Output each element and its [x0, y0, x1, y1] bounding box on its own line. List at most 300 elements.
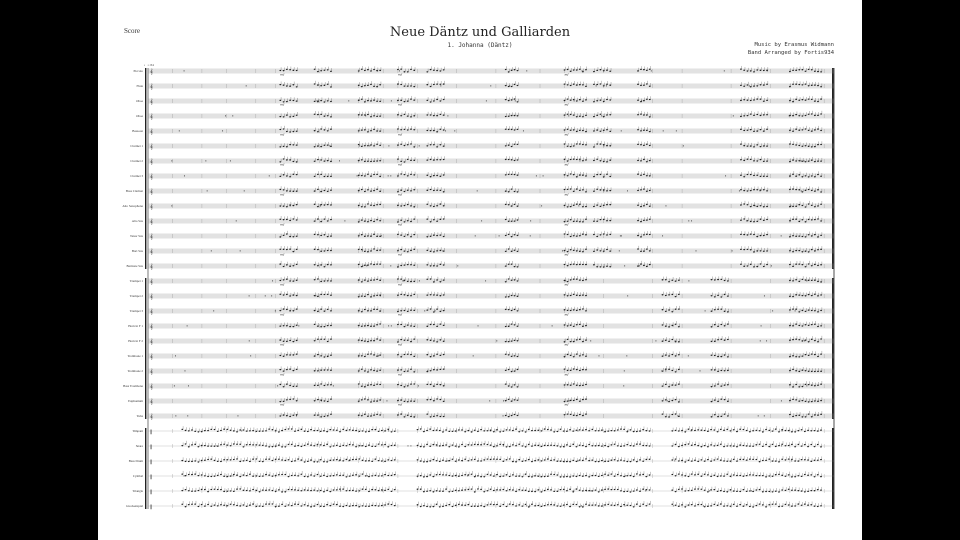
note-head: [714, 414, 716, 415]
note-head: [373, 205, 375, 206]
rest-mark: [333, 386, 334, 387]
note-head: [505, 235, 507, 236]
note-head: [508, 100, 510, 101]
note-head: [397, 324, 399, 325]
note-head: [756, 221, 758, 222]
note-head: [443, 236, 445, 237]
note-head: [514, 355, 516, 356]
note-head: [805, 401, 807, 402]
note-head: [397, 400, 399, 401]
note-head: [643, 145, 645, 146]
instrument-label: Alto Sax: [131, 219, 143, 223]
note-head: [646, 99, 648, 100]
note-head: [675, 413, 677, 414]
note-head: [820, 338, 822, 339]
note-head: [567, 384, 569, 385]
note-head: [433, 369, 435, 370]
note-head: [753, 266, 755, 267]
note-head: [358, 235, 360, 236]
note-head: [361, 219, 363, 220]
note-head: [413, 281, 415, 282]
note-head: [675, 430, 677, 431]
note-head: [564, 294, 566, 295]
note-head: [671, 414, 673, 415]
note-head: [326, 444, 328, 445]
note-head: [791, 431, 793, 432]
note-head: [755, 430, 757, 431]
note-head: [511, 371, 513, 372]
note-head: [820, 310, 822, 311]
note-head: [630, 429, 632, 430]
rest-mark: [404, 281, 405, 282]
note-head: [576, 131, 578, 132]
clef-icon: 𝄞: [150, 84, 153, 90]
note-head: [320, 264, 322, 265]
rest-mark: [289, 266, 290, 267]
note-head: [436, 384, 438, 385]
rest-mark: [419, 281, 420, 282]
rest-mark: [222, 131, 223, 132]
note-head: [717, 401, 719, 402]
note-head: [358, 144, 360, 145]
note-head: [373, 115, 375, 116]
note-head: [763, 101, 765, 102]
note-head: [795, 370, 797, 371]
note-head: [464, 431, 466, 432]
rest-mark: [665, 371, 666, 372]
note-head: [373, 248, 375, 249]
note-head: [283, 174, 285, 175]
note-head: [714, 399, 716, 400]
note-head: [573, 129, 575, 130]
note-head: [439, 311, 441, 312]
note-head: [817, 401, 819, 402]
dynamic-mark: mf: [280, 372, 285, 377]
note-head: [283, 325, 285, 326]
note-head: [436, 70, 438, 71]
clef-icon: 𝄞: [150, 114, 153, 120]
note-head: [289, 310, 291, 311]
note-head: [407, 85, 409, 86]
note-head: [609, 160, 611, 161]
note-head: [646, 191, 648, 192]
note-head: [717, 383, 719, 384]
note-head: [808, 130, 810, 131]
note-head: [317, 71, 319, 72]
note-head: [727, 356, 729, 357]
note-head: [239, 429, 241, 430]
note-head: [327, 191, 329, 192]
note-head: [288, 428, 290, 429]
note-head: [810, 430, 812, 431]
note-head: [370, 401, 372, 402]
rest-mark: [800, 161, 801, 162]
note-head: [330, 176, 332, 177]
note-head: [514, 234, 516, 235]
note-head: [286, 325, 288, 326]
note-head: [609, 85, 611, 86]
note-head: [805, 251, 807, 252]
note-head: [314, 249, 316, 250]
note-head: [739, 429, 741, 430]
note-head: [336, 445, 338, 446]
note-head: [430, 205, 432, 206]
note-head: [296, 414, 298, 415]
movement-subtitle: 1. Johanna (Däntz): [447, 42, 513, 49]
staff-row: [128, 321, 834, 330]
note-head: [593, 116, 595, 117]
note-head: [505, 370, 507, 371]
note-head: [700, 430, 702, 431]
note-head: [283, 294, 285, 295]
note-head: [433, 115, 435, 116]
note-head: [320, 309, 322, 310]
note-head: [646, 70, 648, 71]
note-head: [223, 429, 225, 430]
note-head: [327, 264, 329, 265]
note-head: [410, 160, 412, 161]
note-head: [320, 114, 322, 115]
note-head: [789, 340, 791, 341]
instrument-label: Trombone 2: [127, 369, 143, 373]
note-head: [820, 281, 822, 282]
note-head: [430, 144, 432, 145]
note-head: [289, 280, 291, 281]
rest-mark: [606, 86, 607, 87]
note-head: [286, 114, 288, 115]
note-head: [570, 264, 572, 265]
note-head: [413, 129, 415, 130]
note-head: [370, 384, 372, 385]
note-head: [286, 341, 288, 342]
rest-mark: [447, 116, 448, 117]
note-head: [233, 443, 235, 444]
note-head: [400, 69, 402, 70]
note-head: [567, 84, 569, 85]
rest-mark: [725, 176, 726, 177]
note-head: [265, 445, 267, 446]
rest-mark: [621, 236, 622, 237]
note-head: [320, 339, 322, 340]
note-head: [576, 310, 578, 311]
note-head: [358, 296, 360, 297]
rest-mark: [509, 86, 510, 87]
note-head: [573, 69, 575, 70]
note-head: [370, 326, 372, 327]
note-head: [410, 174, 412, 175]
note-head: [397, 144, 399, 145]
note-head: [668, 281, 670, 282]
note-head: [511, 174, 513, 175]
note-head: [640, 85, 642, 86]
note-head: [665, 311, 667, 312]
note-head: [743, 86, 745, 87]
note-head: [397, 354, 399, 355]
note-head: [289, 399, 291, 400]
note-head: [361, 340, 363, 341]
note-head: [324, 385, 326, 386]
note-head: [740, 116, 742, 117]
note-head: [413, 115, 415, 116]
rest-mark: [473, 356, 474, 357]
note-head: [573, 221, 575, 222]
note-head: [320, 444, 322, 445]
note-head: [404, 386, 406, 387]
staff-row: [130, 171, 834, 180]
note-head: [567, 69, 569, 70]
rest-mark: [490, 431, 491, 432]
note-head: [649, 234, 651, 235]
note-head: [633, 431, 635, 432]
note-head: [766, 190, 768, 191]
note-head: [517, 235, 519, 236]
note-head: [570, 295, 572, 296]
note-head: [443, 354, 445, 355]
note-head: [727, 280, 729, 281]
rest-mark: [596, 86, 597, 87]
note-head: [525, 431, 527, 432]
note-head: [296, 204, 298, 205]
instrument-label: Bari Sax: [131, 249, 143, 253]
note-head: [361, 355, 363, 356]
note-head: [252, 444, 254, 445]
note-head: [753, 175, 755, 176]
note-head: [426, 279, 428, 280]
dynamic-mark: mf: [397, 282, 402, 287]
note-head: [576, 369, 578, 370]
note-head: [362, 445, 364, 446]
note-head: [720, 296, 722, 297]
note-head: [801, 146, 803, 147]
note-head: [596, 84, 598, 85]
note-head: [320, 146, 322, 147]
note-head: [400, 115, 402, 116]
note-head: [643, 130, 645, 131]
note-head: [283, 85, 285, 86]
note-head: [576, 143, 578, 144]
note-head: [292, 218, 294, 219]
note-head: [330, 370, 332, 371]
rest-mark: [315, 296, 316, 297]
note-head: [772, 431, 774, 432]
note-head: [805, 416, 807, 417]
note-head: [436, 295, 438, 296]
note-head: [579, 295, 581, 296]
note-head: [317, 370, 319, 371]
note-head: [448, 431, 450, 432]
note-head: [286, 279, 288, 280]
note-head: [420, 428, 422, 429]
rest-mark: [755, 206, 756, 207]
note-head: [300, 446, 302, 447]
note-head: [373, 309, 375, 310]
rest-mark: [272, 281, 273, 282]
note-head: [413, 338, 415, 339]
note-head: [596, 221, 598, 222]
note-head: [443, 280, 445, 281]
note-head: [639, 430, 641, 431]
note-head: [426, 218, 428, 219]
note-head: [327, 250, 329, 251]
note-head: [514, 279, 516, 280]
rest-mark: [205, 161, 206, 162]
note-head: [582, 280, 584, 281]
note-head: [436, 430, 438, 431]
note-head: [517, 175, 519, 176]
note-head: [798, 174, 800, 175]
rest-mark: [675, 341, 676, 342]
note-head: [740, 159, 742, 160]
note-head: [606, 70, 608, 71]
note-head: [320, 235, 322, 236]
note-head: [808, 384, 810, 385]
note-head: [268, 428, 270, 429]
note-head: [330, 86, 332, 87]
note-head: [508, 129, 510, 130]
rest-mark: [503, 401, 504, 402]
note-head: [508, 204, 510, 205]
rest-mark: [386, 401, 387, 402]
note-head: [505, 116, 507, 117]
note-head: [330, 295, 332, 296]
rest-mark: [790, 206, 791, 207]
rest-mark: [799, 161, 800, 162]
rest-mark: [805, 296, 806, 297]
note-head: [249, 444, 251, 445]
note-head: [541, 430, 543, 431]
note-head: [439, 399, 441, 400]
note-head: [724, 280, 726, 281]
note-head: [798, 84, 800, 85]
staff-row: [136, 111, 834, 120]
note-head: [279, 129, 281, 130]
note-head: [649, 219, 651, 220]
note-head: [314, 324, 316, 325]
note-head: [514, 115, 516, 116]
note-head: [808, 69, 810, 70]
note-head: [756, 250, 758, 251]
note-head: [585, 399, 587, 400]
note-head: [600, 219, 602, 220]
dynamic-mark: mf: [280, 252, 285, 257]
note-head: [279, 70, 281, 71]
note-head: [573, 174, 575, 175]
note-head: [817, 174, 819, 175]
note-head: [376, 204, 378, 205]
note-head: [439, 114, 441, 115]
dynamic-mark: mf: [397, 192, 402, 197]
rest-mark: [440, 86, 441, 87]
note-head: [430, 384, 432, 385]
note-head: [750, 159, 752, 160]
note-head: [643, 220, 645, 221]
note-head: [430, 370, 432, 371]
note-head: [367, 416, 369, 417]
note-head: [713, 429, 715, 430]
note-head: [564, 356, 566, 357]
note-head: [811, 371, 813, 372]
note-head: [763, 235, 765, 236]
note-head: [640, 175, 642, 176]
note-head: [563, 430, 565, 431]
rest-mark: [700, 371, 701, 372]
note-head: [376, 355, 378, 356]
note-head: [397, 295, 399, 296]
note-head: [814, 219, 816, 220]
note-head: [210, 429, 212, 430]
note-head: [792, 386, 794, 387]
note-head: [505, 145, 507, 146]
note-head: [511, 310, 513, 311]
note-head: [637, 160, 639, 161]
note-head: [789, 250, 791, 251]
note-head: [358, 401, 360, 402]
note-head: [811, 146, 813, 147]
note-head: [710, 429, 712, 430]
note-head: [407, 311, 409, 312]
note-head: [808, 309, 810, 310]
note-head: [760, 115, 762, 116]
note-head: [517, 386, 519, 387]
rest-mark: [688, 356, 689, 357]
note-head: [582, 385, 584, 386]
note-head: [317, 206, 319, 207]
note-head: [789, 161, 791, 162]
note-head: [792, 84, 794, 85]
note-head: [528, 429, 530, 430]
note-head: [609, 71, 611, 72]
note-head: [329, 446, 331, 447]
note-head: [727, 323, 729, 324]
note-head: [582, 116, 584, 117]
note-head: [436, 250, 438, 251]
note-head: [461, 429, 463, 430]
note-head: [792, 308, 794, 309]
note-head: [327, 69, 329, 70]
clef-icon: 𝄞: [150, 354, 153, 360]
note-head: [606, 204, 608, 205]
note-head: [439, 264, 441, 265]
rest-mark: [639, 266, 640, 267]
note-head: [766, 176, 768, 177]
rest-mark: [691, 431, 692, 432]
note-head: [370, 176, 372, 177]
note-head: [678, 354, 680, 355]
rest-mark: [369, 146, 370, 147]
note-head: [820, 176, 822, 177]
rest-mark: [188, 431, 189, 432]
note-head: [317, 278, 319, 279]
note-head: [443, 401, 445, 402]
note-head: [763, 131, 765, 132]
dynamic-mark: mf: [280, 312, 285, 317]
note-head: [759, 430, 761, 431]
note-head: [433, 190, 435, 191]
dynamic-mark: mf: [397, 132, 402, 137]
note-head: [439, 219, 441, 220]
note-head: [514, 340, 516, 341]
note-head: [443, 83, 445, 84]
dynamic-mark: mf: [564, 312, 569, 317]
note-head: [570, 414, 572, 415]
note-head: [373, 340, 375, 341]
note-head: [296, 264, 298, 265]
note-head: [817, 161, 819, 162]
note-head: [181, 445, 183, 446]
note-head: [283, 414, 285, 415]
note-head: [320, 431, 322, 432]
note-head: [407, 129, 409, 130]
